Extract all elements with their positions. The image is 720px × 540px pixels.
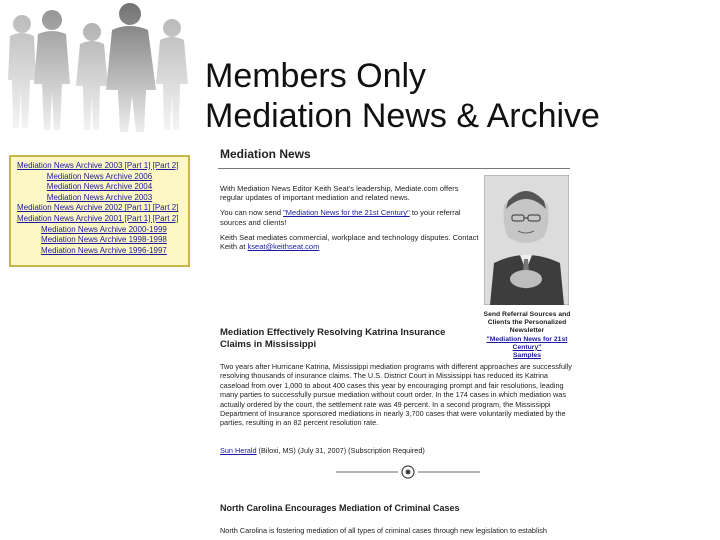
archive-link-1996-1997[interactable]: Mediation News Archive 1996-1997	[41, 245, 167, 255]
intro-paragraph-1: With Mediation News Editor Keith Seat's leadership, Mediate.com offers regular updates of important mediation and related news.	[220, 184, 459, 203]
archive-link-2004[interactable]: Mediation News Archive 2004	[46, 182, 153, 192]
article2-body: North Carolina is fostering mediation of all types of criminal cases through new legislation to establish	[220, 526, 547, 535]
slide-title	[205, 56, 600, 136]
mediation-news-heading: Mediation News	[220, 147, 311, 161]
editor-photo	[484, 175, 569, 305]
archive-link-2002[interactable]: Mediation News Archive 2002 [Part 1] [Part 2]	[17, 203, 179, 213]
article-title: Mediation Effectively Resolving Katrina Insurance Claims in Mississippi	[220, 327, 446, 350]
intro-text-pre: You can now send	[220, 208, 284, 218]
email-link[interactable]: kseat@keithseat.com	[247, 242, 320, 252]
archive-links-box	[9, 155, 190, 267]
sun-herald-link[interactable]: Sun Herald	[220, 446, 257, 455]
archive-link-2003[interactable]: Mediation News Archive 2003	[46, 192, 153, 202]
archive-link-2006[interactable]: Mediation News Archive 2006	[46, 171, 153, 181]
source-details: (Biloxi, MS) (July 31, 2007) (Subscription Required)	[256, 446, 425, 455]
referral-newsletter-link[interactable]: "Mediation News for 21st Century"	[486, 335, 568, 351]
contact-text: Keith Seat mediates commercial, workplace and technology disputes. Contact Keith at	[220, 232, 479, 252]
archive-link-2000-1999[interactable]: Mediation News Archive 2000-1999	[41, 224, 167, 234]
samples-link[interactable]: Samples	[513, 352, 541, 360]
people-silhouettes-image	[0, 0, 205, 135]
archive-link-1998-1998[interactable]: Mediation News Archive 1998-1998	[41, 235, 167, 245]
archive-link-2008[interactable]: Mediation News Archive 2003 [Part 1] [Part 2]	[17, 161, 179, 170]
newsletter-link[interactable]: "Mediation News for the 21st Century"	[283, 208, 410, 218]
intro-paragraph-2	[220, 208, 482, 226]
intro-text-post: to your referral sources and clients!	[220, 208, 461, 227]
title-line-2: Mediation News & Archive	[205, 97, 600, 135]
intro-text	[220, 184, 482, 257]
referral-text: Send Referral Sources and Clients the Personalized Newsletter	[483, 311, 571, 335]
article-body: Two years after Hurricane Katrina, Mississippi mediation programs with different approaches are successfully resolving thousands of insurance claims. The U.S. District Court in Mississippi has reduced its Katrina caseload from over 1,000 to about 400 cases this year by encouraging prompt and fair resolutions, leading many parties to successfully pursue mediation without court order. In the 174 cases in which mediation was actually ordered by the court, the settlement rate was 49 percent. In a second program, the Mississippi Department of Insurance sponsored mediations in nearly 3,700 cases that were voluntarily mediated by the parties, resulting in an 82 percent resolution rate.	[220, 362, 572, 428]
referral-box	[478, 311, 576, 360]
heading-rule	[218, 168, 570, 169]
article2-title: North Carolina Encourages Mediation of Criminal Cases	[220, 503, 460, 513]
title-line-1: Members Only	[205, 57, 427, 95]
article-source	[220, 446, 425, 455]
archive-link-2001[interactable]: Mediation News Archive 2001 [Part 1] [Part 2]	[17, 213, 179, 223]
intro-paragraph-3	[220, 233, 482, 251]
mediation-news-screenshot	[212, 144, 576, 540]
ornament-divider	[336, 464, 480, 480]
